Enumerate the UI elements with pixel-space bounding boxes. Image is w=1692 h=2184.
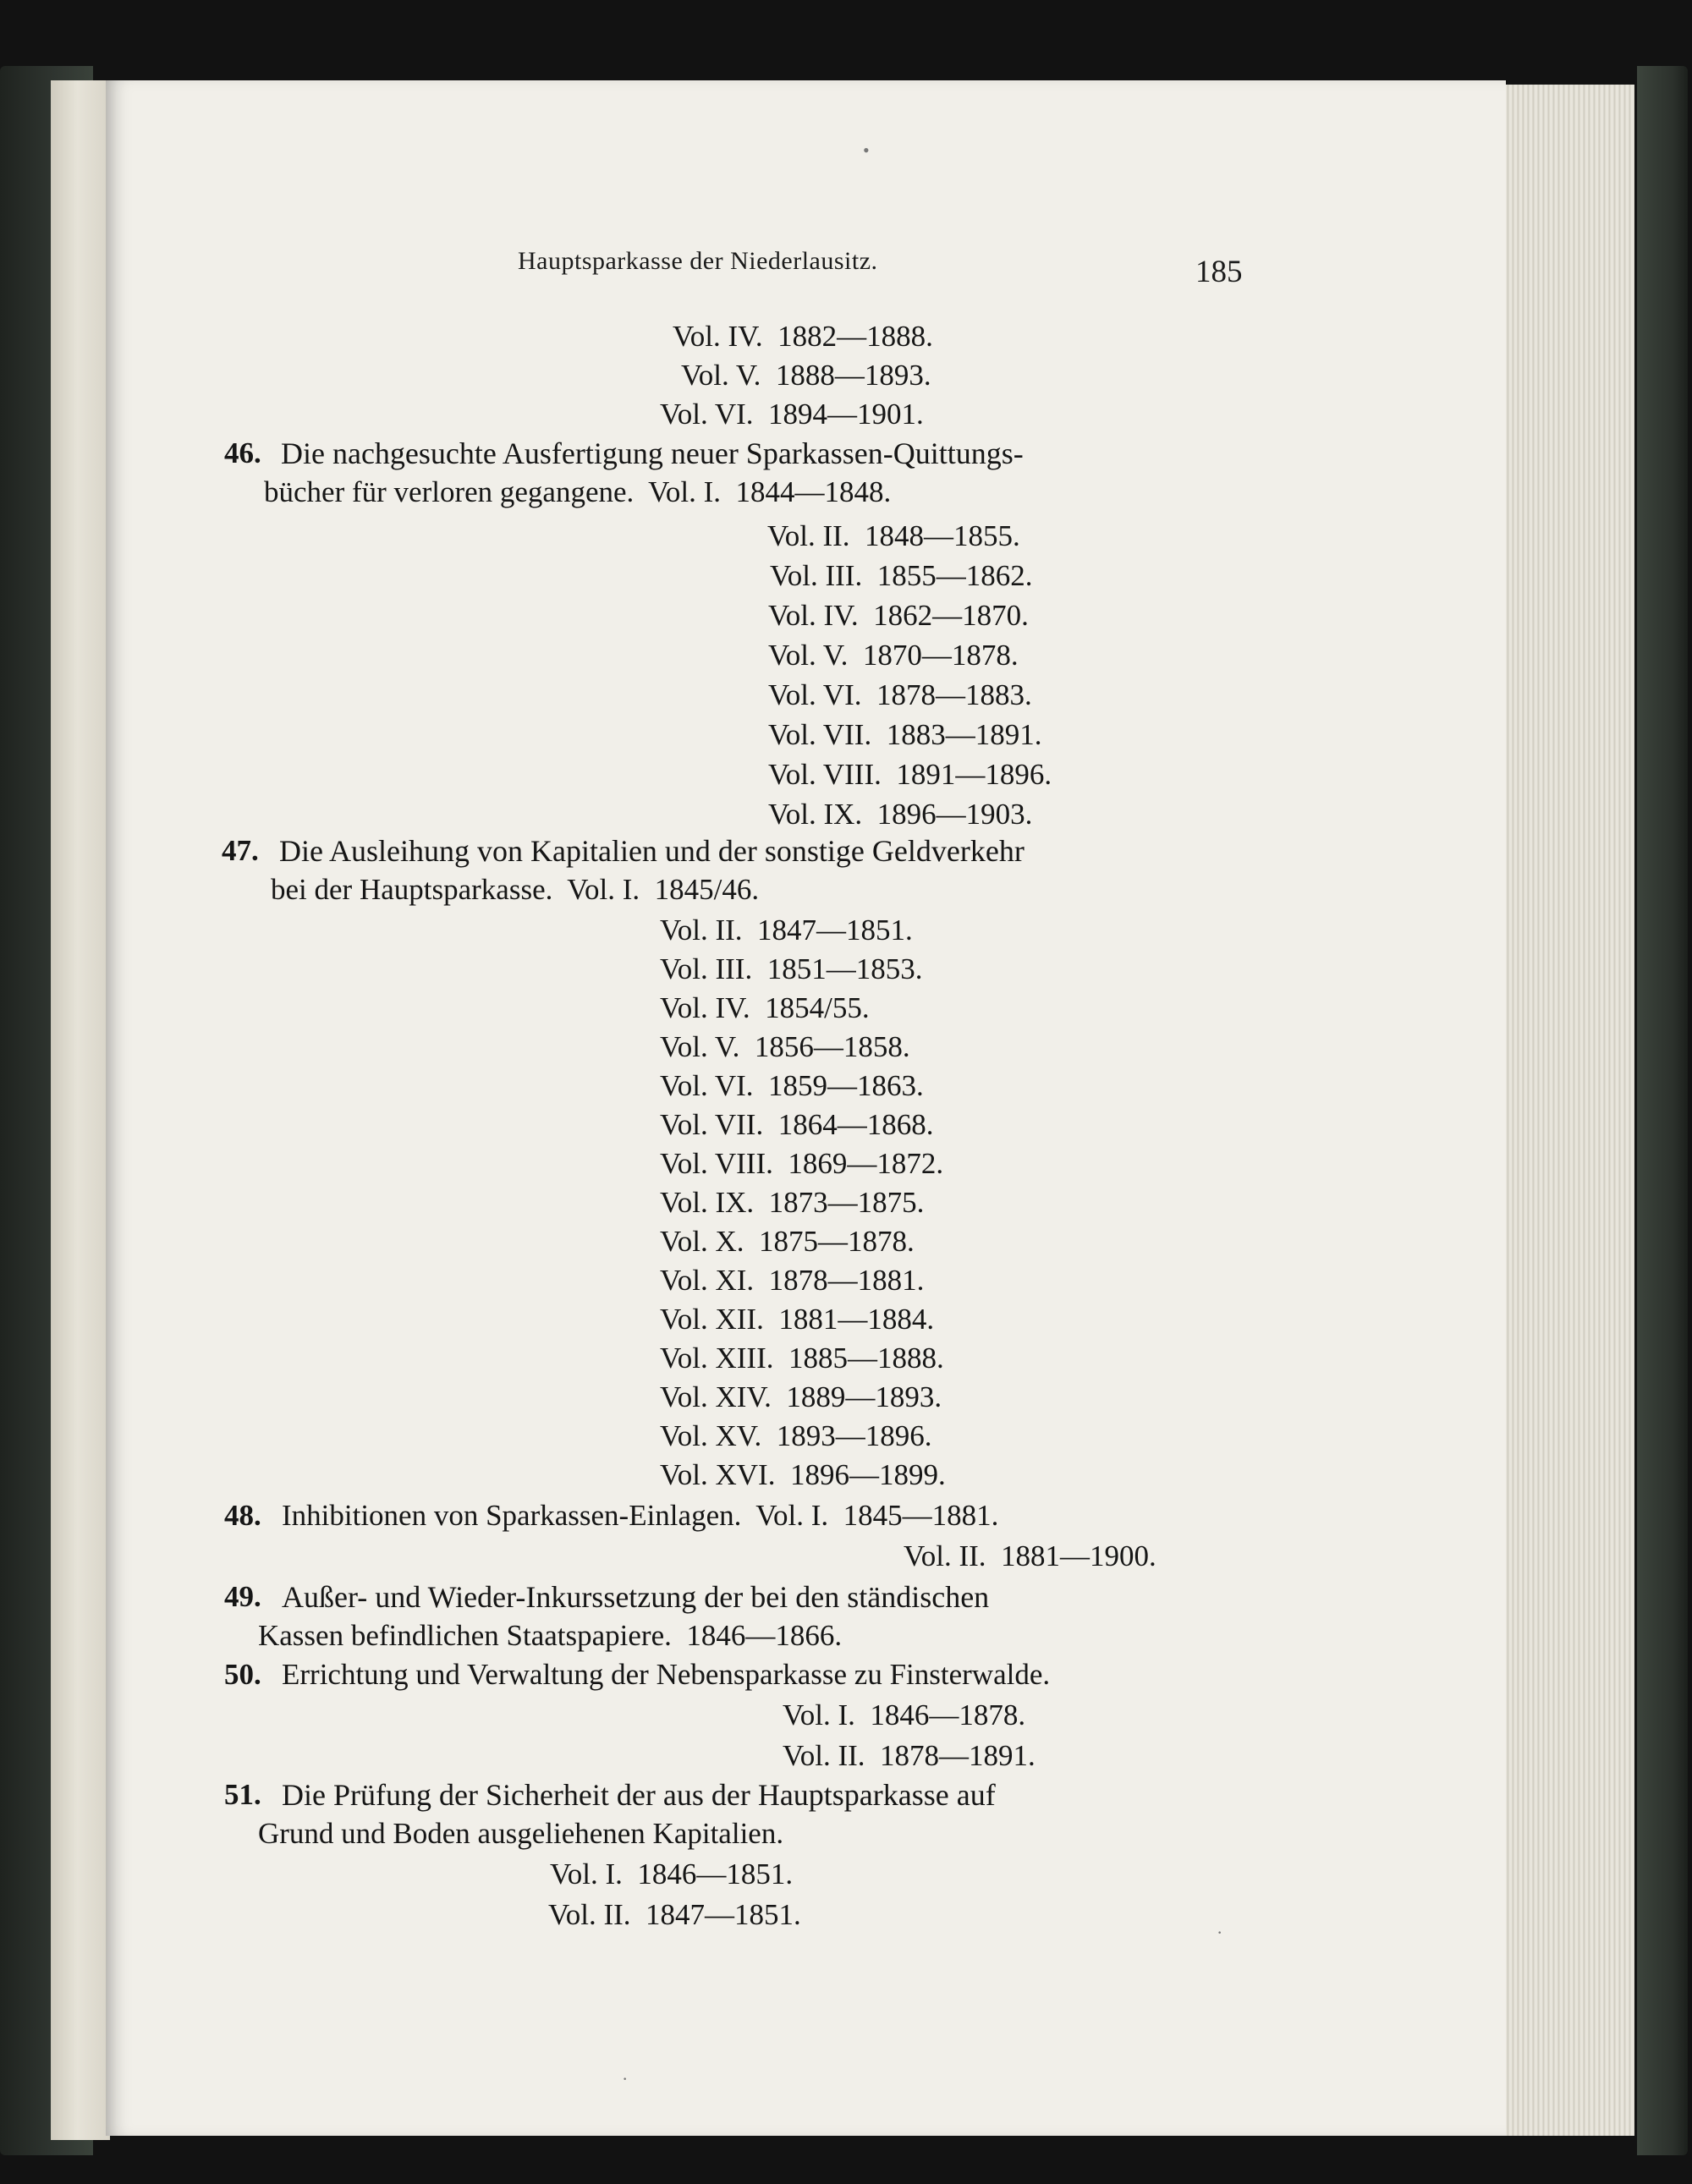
entry-number: 49. [224, 1580, 261, 1613]
entry-line: Vol. XVI. 1896—1899. [660, 1458, 946, 1491]
page-stack-edge [1497, 85, 1634, 2136]
entry-title: Die Ausleihung von Kapitalien und der sonstige Geldverkehr [279, 834, 1025, 868]
entry-line: Vol. II. 1847—1851. [548, 1898, 801, 1931]
entry-line: Vol. II. 1848—1855. [767, 519, 1020, 552]
page-speck: • [863, 140, 870, 161]
entry-line: Vol. III. 1855—1862. [770, 559, 1033, 592]
entry-line: Vol. XI. 1878—1881. [660, 1264, 925, 1297]
entry-line: Vol. I. 1846—1851. [550, 1857, 794, 1890]
entry-title: Errichtung und Verwaltung der Nebensparkasse zu Finsterwalde. [282, 1658, 1051, 1691]
entry-line: Vol. IX. 1896—1903. [768, 798, 1033, 831]
entry-number: 46. [224, 436, 261, 469]
entry-line: Vol. VIII. 1869—1872. [660, 1147, 944, 1180]
entry-line: Vol. XV. 1893—1896. [660, 1419, 932, 1452]
entry-title: Außer- und Wieder-Inkurssetzung der bei den ständischen [282, 1580, 990, 1614]
entry-line: bei der Hauptsparkasse. Vol. I. 1845/46. [271, 873, 760, 906]
entry-line: Vol. V. 1870—1878. [768, 639, 1019, 672]
entry-line: Vol. V. 1888—1893. [681, 359, 931, 392]
entry-line: Vol. VII. 1864—1868. [660, 1108, 934, 1141]
entry-line: Vol. VII. 1883—1891. [768, 718, 1042, 751]
entry-title: Inhibitionen von Sparkassen-Einlagen. Vol. I. 1845—1881. [282, 1499, 999, 1532]
entry-line: Grund und Boden ausgeliehenen Kapitalien. [258, 1817, 784, 1850]
entry-line: Vol. X. 1875—1878. [660, 1225, 915, 1258]
entry-line: Vol. XIII. 1885—1888. [660, 1342, 944, 1375]
entry-line: Vol. VI. 1878—1883. [768, 678, 1032, 711]
entry-line: Vol. VIII. 1891—1896. [768, 758, 1052, 791]
entry-number: 51. [224, 1778, 261, 1811]
previous-page-edge [51, 80, 110, 2140]
entry-line: Vol. VI. 1894—1901. [660, 398, 924, 431]
entry-line: Vol. VI. 1859—1863. [660, 1069, 924, 1102]
page-speck: · [1217, 1922, 1223, 1943]
entry-number: 50. [224, 1658, 261, 1691]
entry-line: Vol. II. 1878—1891. [783, 1739, 1036, 1772]
running-head: Hauptsparkasse der Niederlausitz. [518, 247, 878, 275]
entry-line: Vol. IV. 1854/55. [660, 991, 870, 1024]
entry-line: Vol. V. 1856—1858. [660, 1030, 910, 1063]
entry-line: Vol. IX. 1873—1875. [660, 1186, 925, 1219]
entry-line: Vol. II. 1881—1900. [904, 1539, 1156, 1572]
page-number: 185 [1195, 255, 1243, 289]
entry-line: Vol. XII. 1881—1884. [660, 1303, 935, 1336]
entry-line: Vol. I. 1846—1878. [783, 1698, 1026, 1731]
book-cover-right [1637, 66, 1688, 2155]
entry-line: Vol. IV. 1862—1870. [768, 599, 1029, 632]
entry-number: 48. [224, 1499, 261, 1532]
entry-title: Die nachgesuchte Ausfertigung neuer Sparkassen-Quittungs- [281, 436, 1024, 470]
entry-title: Die Prüfung der Sicherheit der aus der Hauptsparkasse auf [282, 1778, 996, 1812]
entry-line: Vol. II. 1847—1851. [660, 914, 913, 947]
entry-line: bücher für verloren gegangene. Vol. I. 1844—1848. [264, 475, 892, 508]
entry-line: Vol. XIV. 1889—1893. [660, 1380, 942, 1413]
entry-number: 47. [222, 834, 259, 867]
entry-line: Kassen befindlichen Staatspapiere. 1846—1866. [258, 1619, 843, 1652]
entry-line: Vol. III. 1851—1853. [660, 952, 923, 985]
page-speck: · [622, 2068, 629, 2089]
entry-line: Vol. IV. 1882—1888. [673, 320, 933, 353]
